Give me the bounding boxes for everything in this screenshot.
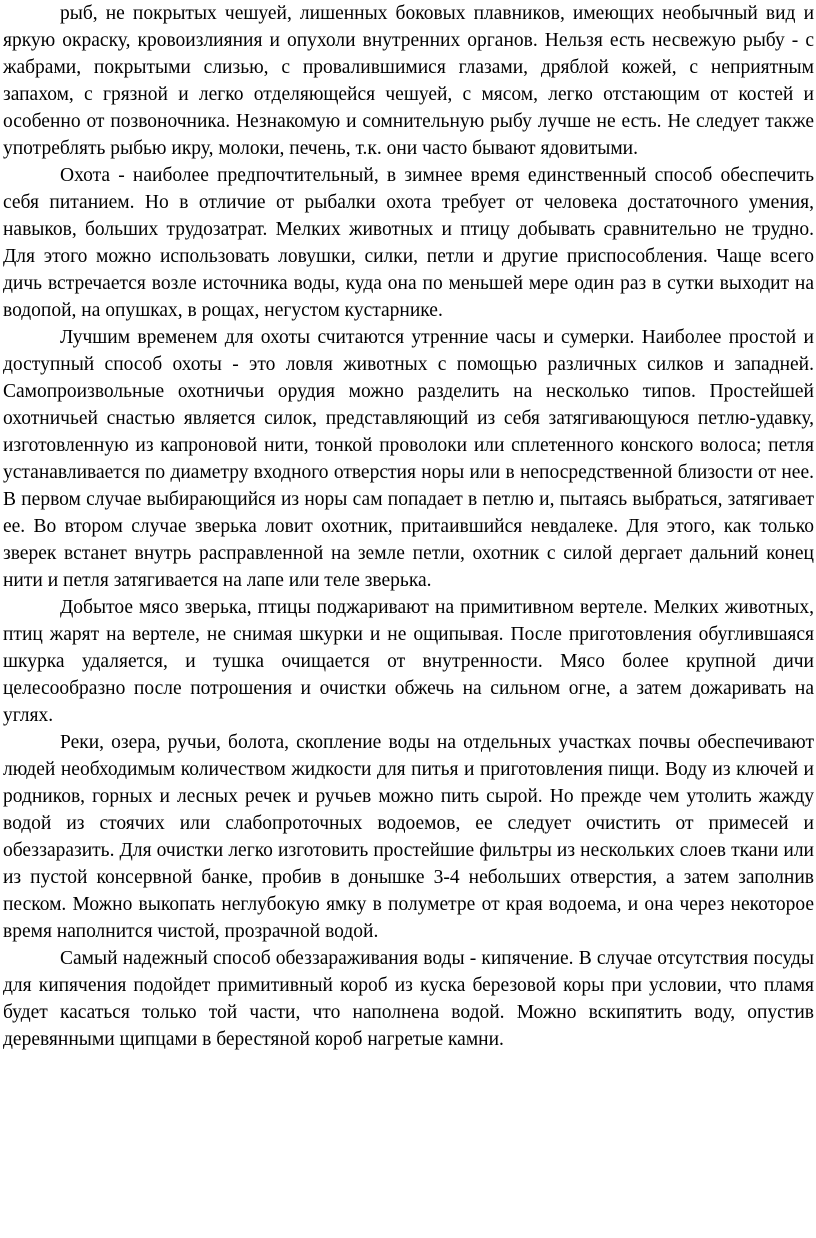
paragraph-cooking: Добытое мясо зверька, птицы поджаривают на примитивном вертеле. Мелких животных, птиц жарят на вертеле, не снимая шкурки и не ощипывая. После приготовления обуглившаяся шкурка удаляется, и тушка очищается от внутренности. Мясо более крупной дичи целесообразно после потрошения и очистки обжечь на сильном огне, а затем дожаривать на углях.	[3, 597, 814, 726]
paragraph-boiling-water: Самый надежный способ обеззараживания воды - кипячение. В случае отсутствия посуды для кипячения подойдет примитивный короб из куска березовой коры при условии, что пламя будет касаться только той части, что наполнена водой. Можно вскипятить воду, опустив деревянными щипцами в берестяной короб нагретые камни.	[3, 948, 814, 1050]
paragraph-hunting: Охота - наиболее предпочтительный, в зимнее время единственный способ обеспечить себя питанием. Но в отличие от рыбалки охота требует от человека достаточного умения, навыков, больших трудозатрат. Мелких животных и птицу добывать сравнительно не трудно. Для этого можно использовать ловушки, силки, петли и другие приспособления. Чаще всего дичь встречается возле источника воды, куда она по меньшей мере один раз в сутки выходит на водопой, на опушках, в рощах, негустом кустарнике.	[3, 165, 814, 321]
paragraph-fish: рыб, не покрытых чешуей, лишенных боковых плавников, имеющих необычный вид и яркую окраску, кровоизлияния и опухоли внутренних органов. Нельзя есть несвежую рыбу - с жабрами, покрытыми слизью, с провалившимися глазами, дряблой кожей, с неприятным запахом, с грязной и легко отделяющейся чешуей, с мясом, легко отстающим от костей и особенно от позвоночника. Незнакомую и сомнительную рыбу лучше не есть. Не следует также употреблять рыбью икру, молоки, печень, т.к. они часто бывают ядовитыми.	[3, 3, 814, 159]
paragraph-snares: Лучшим временем для охоты считаются утренние часы и сумерки. Наиболее простой и доступный способ охоты - это ловля животных с помощью различных силков и западней. Самопроизвольные охотничьи орудия можно разделить на несколько типов. Простейшей охотничьей снастью является силок, представляющий из себя затягивающуюся петлю-удавку, изготовленную из капроновой нити, тонкой проволоки или сплетенного конского волоса; петля устанавливается по диаметру входного отверстия норы или в непосредственной близости от нее. В первом случае выбирающийся из норы сам попадает в петлю и, пытаясь выбраться, затягивает ее. Во втором случае зверька ловит охотник, притаившийся невдалеке. Для этого, как только зверек встанет внутрь расправленной на земле петли, охотник с силой дергает дальний конец нити и петля затягивается на лапе или теле зверька.	[3, 327, 814, 591]
paragraph-water-sources: Реки, озера, ручьи, болота, скопление воды на отдельных участках почвы обеспечивают людей необходимым количеством жидкости для питья и приготовления пищи. Воду из ключей и родников, горных и лесных речек и ручьев можно пить сырой. Но прежде чем утолить жажду водой из стоячих или слабопроточных водоемов, ее следует очистить от примесей и обеззаразить. Для очистки легко изготовить простейшие фильтры из нескольких слоев ткани или из пустой консервной банке, пробив в донышке 3-4 небольших отверстия, а затем заполнив песком. Можно выкопать неглубокую ямку в полуметре от края водоема, и она через некоторое время наполнится чистой, прозрачной водой.	[3, 732, 814, 942]
